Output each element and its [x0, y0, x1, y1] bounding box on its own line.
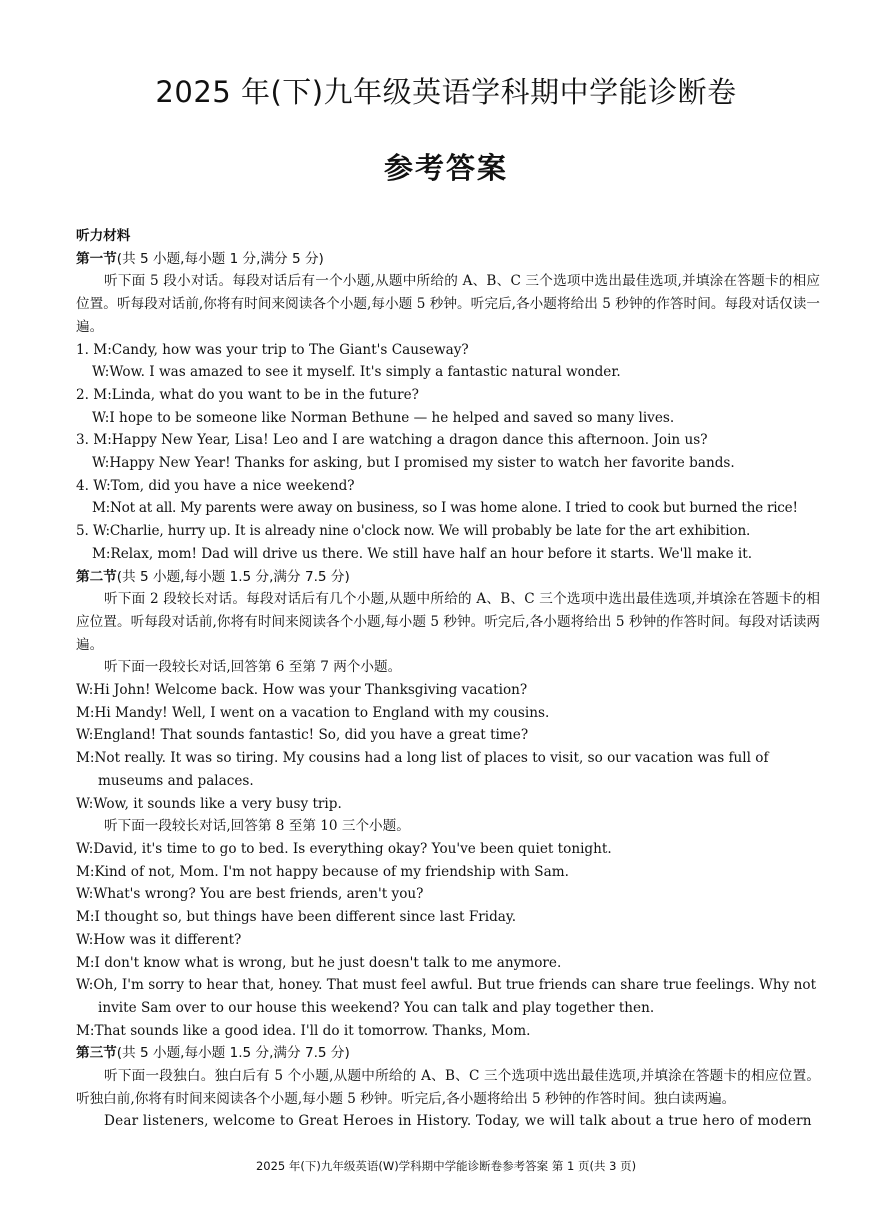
dialog-line: W:England! That sounds fantastic! So, did you have a great time?: [76, 727, 529, 744]
dialog-line: M:I thought so, but things have been different since last Friday.: [76, 909, 517, 926]
section2-instructions: 听下面 2 段较长对话。每段对话后有几个小题,从题中所给的 A、B、C 三个选项中选出最佳选项,并填涂在答题卡的相应位置。听每段对话前,你将有时间来阅读各个小题,每小题 5 秒钟。听完后,各小题将给出 5 秒钟的作答时间。每段对话读两遍。: [76, 591, 820, 653]
dialog-line: 3. M:Happy New Year, Lisa! Leo and I are watching a dragon dance this afternoon. Join us?: [76, 432, 708, 449]
section1-note: (共 5 小题,每小题 1 分,满分 5 分): [116, 250, 324, 267]
dialog-line: W:What's wrong? You are best friends, aren't you?: [76, 886, 424, 903]
page-footer: 2025 年(下)九年级英语(W)学科期中学能诊断卷参考答案 第 1 页(共 3 页): [255, 1159, 637, 1173]
dialog-line: M:Kind of not, Mom. I'm not happy because of my friendship with Sam.: [76, 863, 569, 880]
dialog-line: W:Wow, it sounds like a very busy trip.: [76, 795, 342, 812]
dialog-line: 4. W:Tom, did you have a nice weekend?: [76, 477, 355, 494]
page-title: 2025 年(下)九年级英语学科期中学能诊断卷: [155, 75, 737, 109]
dialog-line: W:I hope to be someone like Norman Bethune — he helped and saved so many lives.: [92, 409, 675, 426]
dialog-line: W:Hi John! Welcome back. How was your Thanksgiving vacation?: [76, 682, 528, 699]
section3-heading: [76, 1042, 820, 1065]
dialog-line: 5. W:Charlie, hurry up. It is already nine o'clock now. We will probably be late for the art exhibition.: [76, 523, 751, 540]
dialog-line: M:Not really. It was so tiring. My cousins had a long list of places to visit, so our vacation was full of museums and palaces.: [76, 750, 769, 789]
section2-title: 第二节: [76, 568, 117, 585]
dialog-line: 1. M:Candy, how was your trip to The Giant's Causeway?: [76, 341, 469, 358]
section1-title: 第一节: [76, 250, 117, 267]
section1-instructions: 听下面 5 段小对话。每段对话后有一个小题,从题中所给的 A、B、C 三个选项中选出最佳选项,并填涂在答题卡的相应位置。听每段对话前,你将有时间来阅读各个小题,每小题 5 秒钟。听完后,各小题将给出 5 秒钟的作答时间。每段对话仅读一遍。: [76, 273, 820, 335]
listening-material: [76, 225, 820, 1133]
dialog-line: M:Relax, mom! Dad will drive us there. We still have half an hour before it starts. We'll make it.: [92, 545, 753, 562]
dialog-line: W:Oh, I'm sorry to hear that, honey. That must feel awful. But true friends can share true feelings. Why not invite Sam over to our house this weekend? You can talk and play together then.: [76, 977, 817, 1016]
section1-heading: [76, 248, 820, 271]
page-subtitle: 参考答案: [383, 151, 508, 185]
dialog-line: M:Hi Mandy! Well, I went on a vacation to England with my cousins.: [76, 704, 550, 721]
section3-note: (共 5 小题,每小题 1.5 分,满分 7.5 分): [116, 1045, 350, 1062]
dialog-line: M:Not at all. My parents were away on business, so I was home alone. I tried to cook but burned the rice!: [92, 500, 798, 517]
dialog-line: W:Happy New Year! Thanks for asking, but I promised my sister to watch her favorite bands.: [92, 455, 735, 472]
dialog-line: M:I don't know what is wrong, but he just doesn't talk to me anymore.: [76, 954, 562, 971]
section2-note: (共 5 小题,每小题 1.5 分,满分 7.5 分): [116, 568, 350, 585]
dialog-line: M:That sounds like a good idea. I'll do it tomorrow. Thanks, Mom.: [76, 1022, 531, 1039]
dialog-line: W:How was it different?: [76, 931, 242, 948]
listening-heading: 听力材料: [76, 228, 131, 244]
section2-heading: [76, 566, 820, 589]
section3-title: 第三节: [76, 1045, 117, 1062]
dialog-line: W:Wow. I was amazed to see it myself. It's simply a fantastic natural wonder.: [92, 364, 621, 381]
dialog-line: 2. M:Linda, what do you want to be in the future?: [76, 386, 419, 403]
dialog1-intro: 听下面一段较长对话,回答第 6 至第 7 两个小题。: [104, 659, 402, 676]
monologue-text: Dear listeners, welcome to Great Heroes in History. Today, we will talk about a true hero of modern: [104, 1113, 812, 1130]
dialog-line: W:David, it's time to go to bed. Is everything okay? You've been quiet tonight.: [76, 840, 612, 857]
dialog2-intro: 听下面一段较长对话,回答第 8 至第 10 三个小题。: [104, 818, 410, 835]
section3-instructions: 听下面一段独白。独白后有 5 个小题,从题中所给的 A、B、C 三个选项中选出最佳选项,并填涂在答题卡的相应位置。听独白前,你将有时间来阅读各个小题,每小题 5 秒钟。听完后,各小题将给出 5 秒钟的作答时间。独白读两遍。: [76, 1068, 820, 1107]
